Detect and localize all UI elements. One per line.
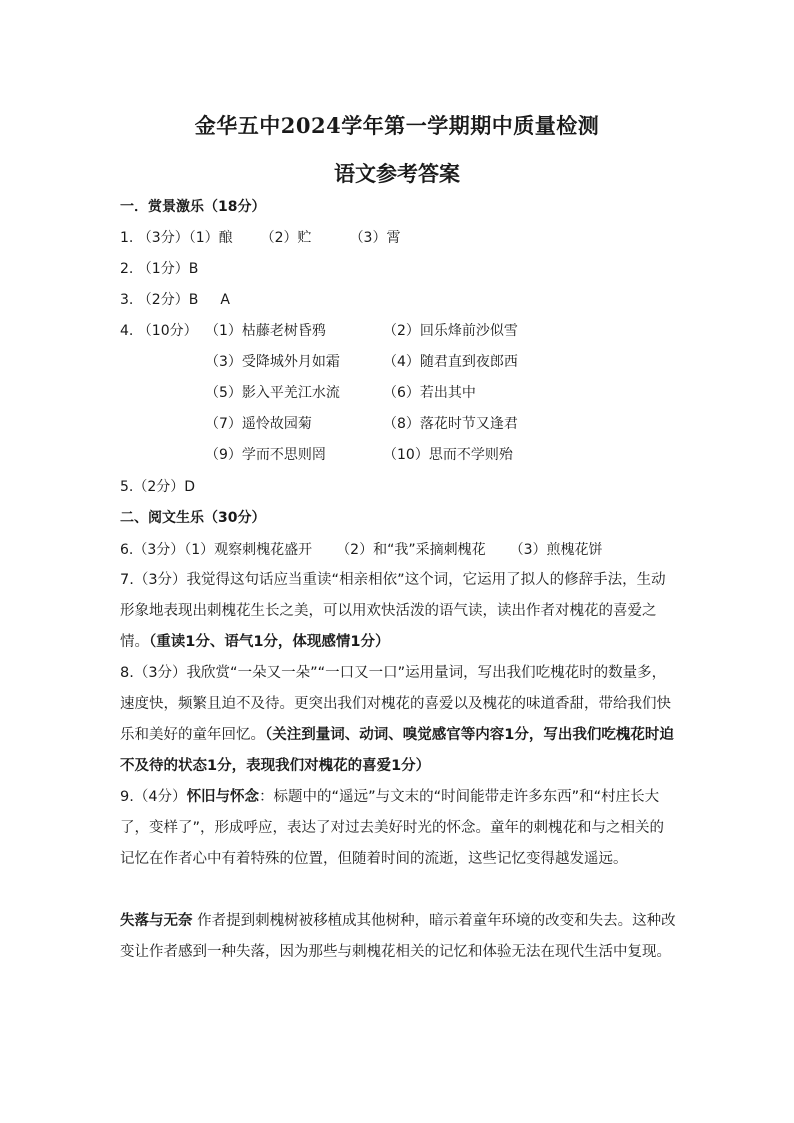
answer-text: 8.（3分）我欣赏“一朵又一朵”“一口又一口”运用量词，写出我们吃槐花时的数量多，速度快，频繁且迫不及待。更突出我们对槐花的喜爱以及槐花的味道香甜，带给我们快乐和美好的童年回忆。 — [120, 665, 671, 743]
question-8 — [120, 658, 678, 782]
question-number: 3. （2分） — [120, 292, 189, 308]
answer-text: ：标题中的“遥远”与文末的“时间能带走许多东西”和“村庄长大了，变样了”，形成呼应，表达了对过去美好时光的怀念。童年的刺槐花和与之相关的记忆在作者心中有着特殊的位置，但随着时间的流逝，这些记忆变得越发遥远。 — [120, 789, 665, 867]
answer-item: （2）和“我”采摘刺槐花 — [336, 542, 486, 558]
answer-item: （1）酿 — [188, 230, 233, 246]
question-9-point-2 — [120, 906, 678, 968]
question-number: 5.（2分） — [120, 479, 185, 495]
question-3 — [120, 290, 230, 310]
answer-item: （3）霄 — [349, 230, 401, 246]
question-1 — [120, 228, 400, 248]
section-heading-2: 二、阅文生乐（30分） — [120, 510, 266, 526]
section-heading-1: 一．赏景激乐（18分） — [120, 199, 266, 215]
poem-line: （8）落花时节又逢君 — [383, 416, 518, 432]
poem-line: （4）随君直到夜郎西 — [383, 354, 518, 370]
scoring-note: （关注到量词、动词、嗅觉感官等内容1分，写出我们吃槐花时迫不及待的状态1分，表现我们对槐花的喜爱1分） — [120, 727, 674, 774]
question-number: 2. （1分） — [120, 261, 189, 277]
question-7 — [120, 565, 678, 658]
question-number: 6.（3分） — [120, 542, 185, 558]
answer-item: A — [220, 292, 230, 308]
point-label: 失落与无奈 — [120, 913, 193, 929]
question-9 — [120, 782, 678, 875]
answer-item: （1）观察刺槐花盛开 — [184, 542, 313, 558]
poem-line: （1）枯藤老树昏鸦 — [205, 323, 326, 339]
answer-item: B — [188, 261, 199, 277]
poem-line: （9）学而不思则罔 — [205, 447, 326, 463]
exam-title: 金华五中2024学年第一学期期中质量检测 — [194, 113, 600, 138]
question-5 — [120, 477, 195, 497]
poem-line: （6）若出其中 — [383, 385, 476, 401]
poem-line: （2）回乐烽前沙似雪 — [383, 323, 518, 339]
answer-subtitle: 语文参考答案 — [334, 161, 460, 186]
poem-line: （10）思而不学则殆 — [383, 447, 513, 463]
answer-item: B — [188, 292, 199, 308]
question-4-number: 4. （10分） — [120, 323, 198, 339]
answer-item: （2）贮 — [260, 230, 312, 246]
answer-text: 7.（3分）我觉得这句话应当重读“相亲相依”这个词，它运用了拟人的修辞手法，生动形象地表现出刺槐花生长之美，可以用欢快活泼的语气读，读出作者对槐花的喜爱之情。 — [120, 572, 666, 650]
question-number: 9.（4分） — [120, 789, 187, 805]
answer-text: 作者提到刺槐树被移植成其他树种，暗示着童年环境的改变和失去。这种改变让作者感到一种失落，因为那些与刺槐花相关的记忆和体验无法在现代生活中复现。 — [120, 913, 676, 960]
question-number: 1. （3分） — [120, 230, 189, 246]
poem-line: （5）影入平羌江水流 — [205, 385, 340, 401]
answer-item: D — [184, 479, 196, 495]
question-6 — [120, 540, 603, 560]
poem-line: （7）遥怜故园菊 — [205, 416, 312, 432]
question-2 — [120, 259, 198, 279]
poem-line: （3）受降城外月如霜 — [205, 354, 340, 370]
scoring-note: （重读1分、语气1分，体现感情1分） — [149, 634, 390, 650]
answer-item: （3）煎槐花饼 — [509, 542, 603, 558]
point-label: 怀旧与怀念 — [186, 789, 260, 805]
